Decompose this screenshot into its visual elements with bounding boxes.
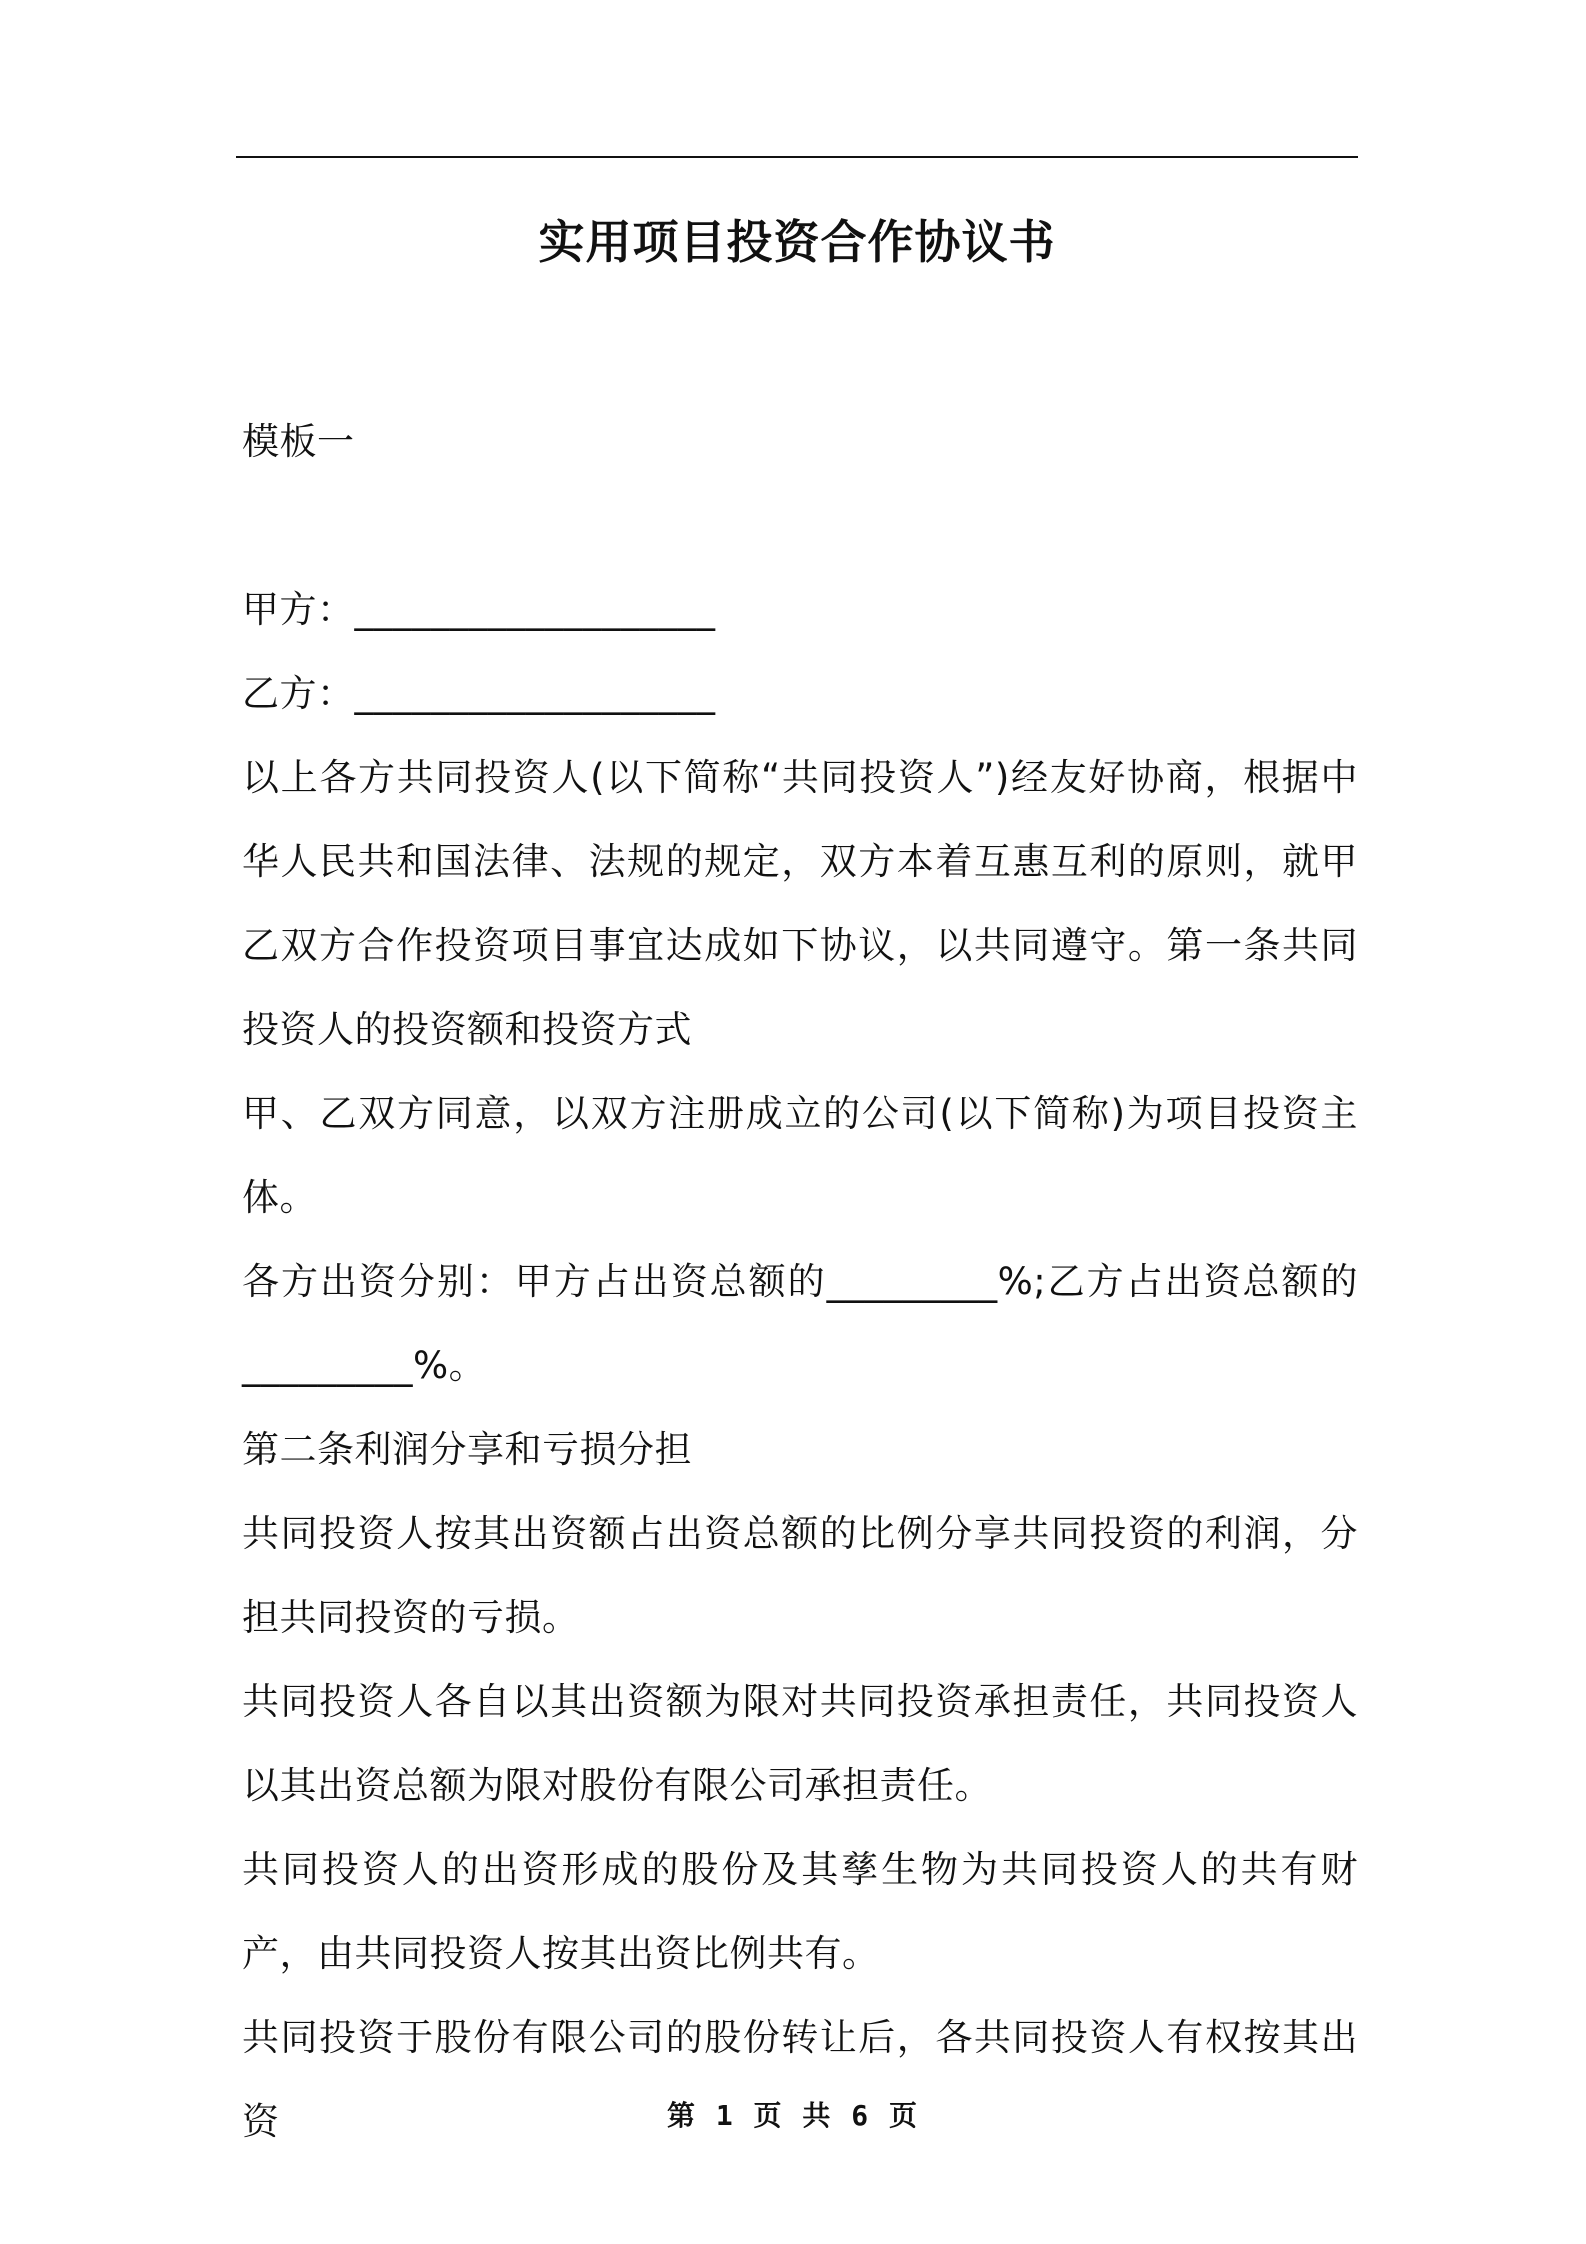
paragraph-investment-subject: 甲、乙双方同意，以双方注册成立的公司(以下简称)为项目投资主体。 xyxy=(242,1092,1358,1219)
header-divider xyxy=(236,156,1358,158)
paragraph-share-transfer: 共同投资于股份有限公司的股份转让后，各共同投资人有权按其出资 xyxy=(242,2016,1358,2143)
paragraph-preamble: 以上各方共同投资人(以下简称“共同投资人”)经友好协商，根据中华人民共和国法律、法规的规定，双方本着互惠互利的原则，就甲乙双方合作投资项目事宜达成如下协议，以共同遵守。第一条共同投资人的投资额和投资方式 xyxy=(242,756,1358,1051)
party-b-line: 乙方：___________________ xyxy=(242,672,716,715)
paragraph-contribution-ratio: 各方出资分别：甲方占出资总额的_________%;乙方占出资总额的_________%。 xyxy=(242,1260,1358,1387)
party-a-line: 甲方：___________________ xyxy=(242,588,716,631)
document-body xyxy=(242,568,1358,2164)
paragraph-joint-property: 共同投资人的出资形成的股份及其孳生物为共同投资人的共有财产，由共同投资人按其出资比例共有。 xyxy=(242,1848,1358,1975)
paragraph-liability: 共同投资人各自以其出资额为限对共同投资承担责任，共同投资人以其出资总额为限对股份有限公司承担责任。 xyxy=(242,1680,1358,1807)
page-number-footer: 第 1 页 共 6 页 xyxy=(666,2099,919,2132)
article-2-heading: 第二条利润分享和亏损分担 xyxy=(242,1428,692,1471)
template-label: 模板一 xyxy=(242,420,355,463)
paragraph-profit-sharing: 共同投资人按其出资额占出资总额的比例分享共同投资的利润，分担共同投资的亏损。 xyxy=(242,1512,1358,1639)
document-title: 实用项目投资合作协议书 xyxy=(538,215,1056,269)
